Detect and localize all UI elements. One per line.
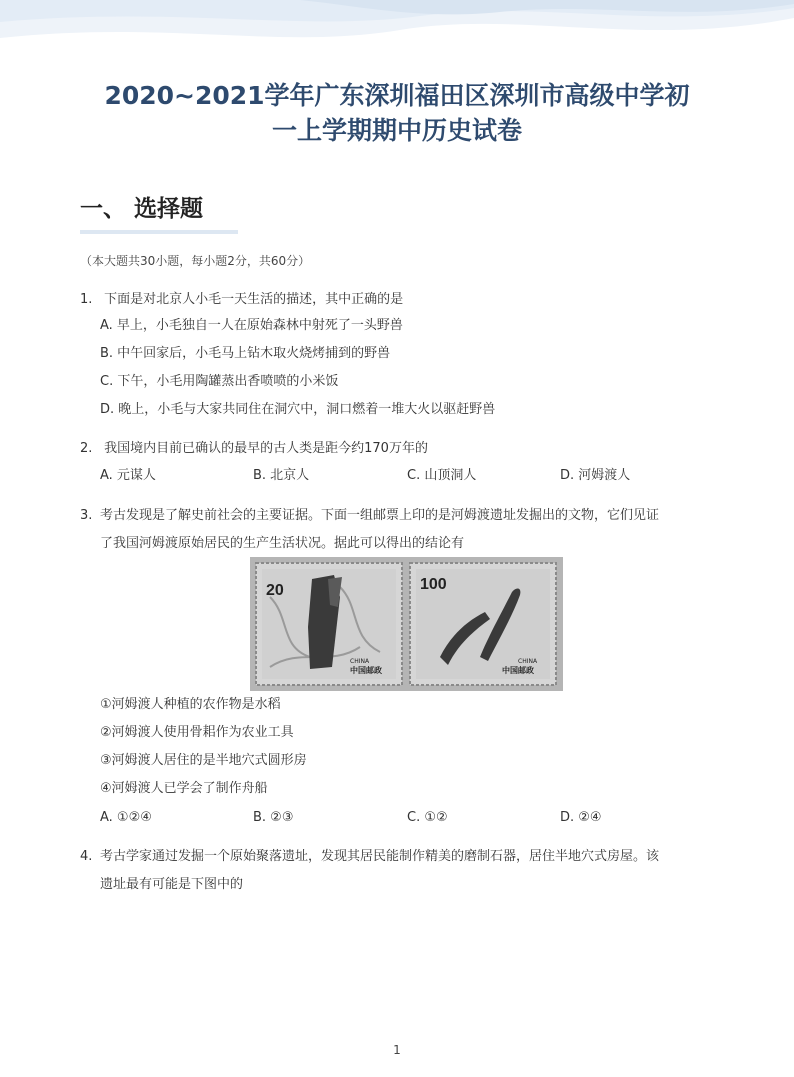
wave-decoration-icon [0,0,794,70]
title-line-1: 2020~2021学年广东深圳福田区深圳市高级中学初 [104,81,690,110]
question-text-line-2: 遗址最有可能是下图中的 [100,877,244,892]
q2-option-d: D. 河姆渡人 [560,468,631,483]
question-3 [80,502,720,558]
page-number: 1 [393,1043,401,1057]
question-text-line-2: 了我国河姆渡原始居民的生产生活状况。据此可以得出的结论有 [100,536,465,551]
question-1 [80,286,720,314]
q3-statement-3: ③河姆渡人居住的是半地穴式圆形房 [100,753,307,768]
q2-option-c: C. 山顶洞人 [407,468,477,483]
question-number: 1. [80,292,93,307]
q2-option-a: A. 元谋人 [100,468,156,483]
header-decoration [0,0,794,70]
stamp-image-icon [250,557,563,691]
question-2 [80,435,720,463]
question-text: 下面是对北京人小毛一天生活的描述，其中正确的是 [104,292,404,307]
stamp-2-country: 中国邮政 [502,666,534,675]
stamp-2-value: 100 [420,576,447,593]
q1-option-b: B. 中午回家后，小毛马上钻木取火烧烤捕到的野兽 [100,346,391,361]
title-line-2: 一上学期期中历史试卷 [271,116,522,145]
question-number: 2. [80,441,93,456]
question-number: 3. [80,508,93,523]
stamp-1-caption: CHINA [350,658,370,665]
stamp-photo [250,557,563,691]
question-text-line-1: 考古学家通过发掘一个原始聚落遗址，发现其居民能制作精美的磨制石器，居住半地穴式房屋。该 [100,849,660,864]
q3-option-d: D. ②④ [560,810,602,825]
section-heading: 一、 选择题 [80,196,204,222]
q3-option-b: B. ②③ [253,810,294,825]
question-4 [80,843,720,899]
q3-statement-1: ①河姆渡人种植的农作物是水稻 [100,697,281,712]
q3-option-a: A. ①②④ [100,810,152,825]
stamp-1-value: 20 [266,582,284,599]
q1-option-a: A. 早上，小毛独自一人在原始森林中射死了一头野兽 [100,318,403,333]
q3-option-c: C. ①② [407,810,448,825]
q2-option-b: B. 北京人 [253,468,310,483]
q3-statement-2: ②河姆渡人使用骨耜作为农业工具 [100,725,294,740]
stamp-2-caption: CHINA [518,658,538,665]
section-underline [80,230,238,234]
section-note: （本大题共30小题，每小题2分，共60分） [80,254,311,268]
question-text-line-1: 考古发现是了解史前社会的主要证据。下面一组邮票上印的是河姆渡遗址发掘出的文物，它们见证 [100,508,660,523]
q1-option-c: C. 下午，小毛用陶罐蒸出香喷喷的小米饭 [100,374,339,389]
q3-statement-4: ④河姆渡人已学会了制作舟船 [100,781,268,796]
stamp-1-country: 中国邮政 [350,666,382,675]
document-title [60,78,734,148]
question-number: 4. [80,849,93,864]
q1-option-d: D. 晚上，小毛与大家共同住在洞穴中，洞口燃着一堆大火以驱赶野兽 [100,402,496,417]
question-text: 我国境内目前已确认的最早的古人类是距今约170万年的 [104,441,428,456]
